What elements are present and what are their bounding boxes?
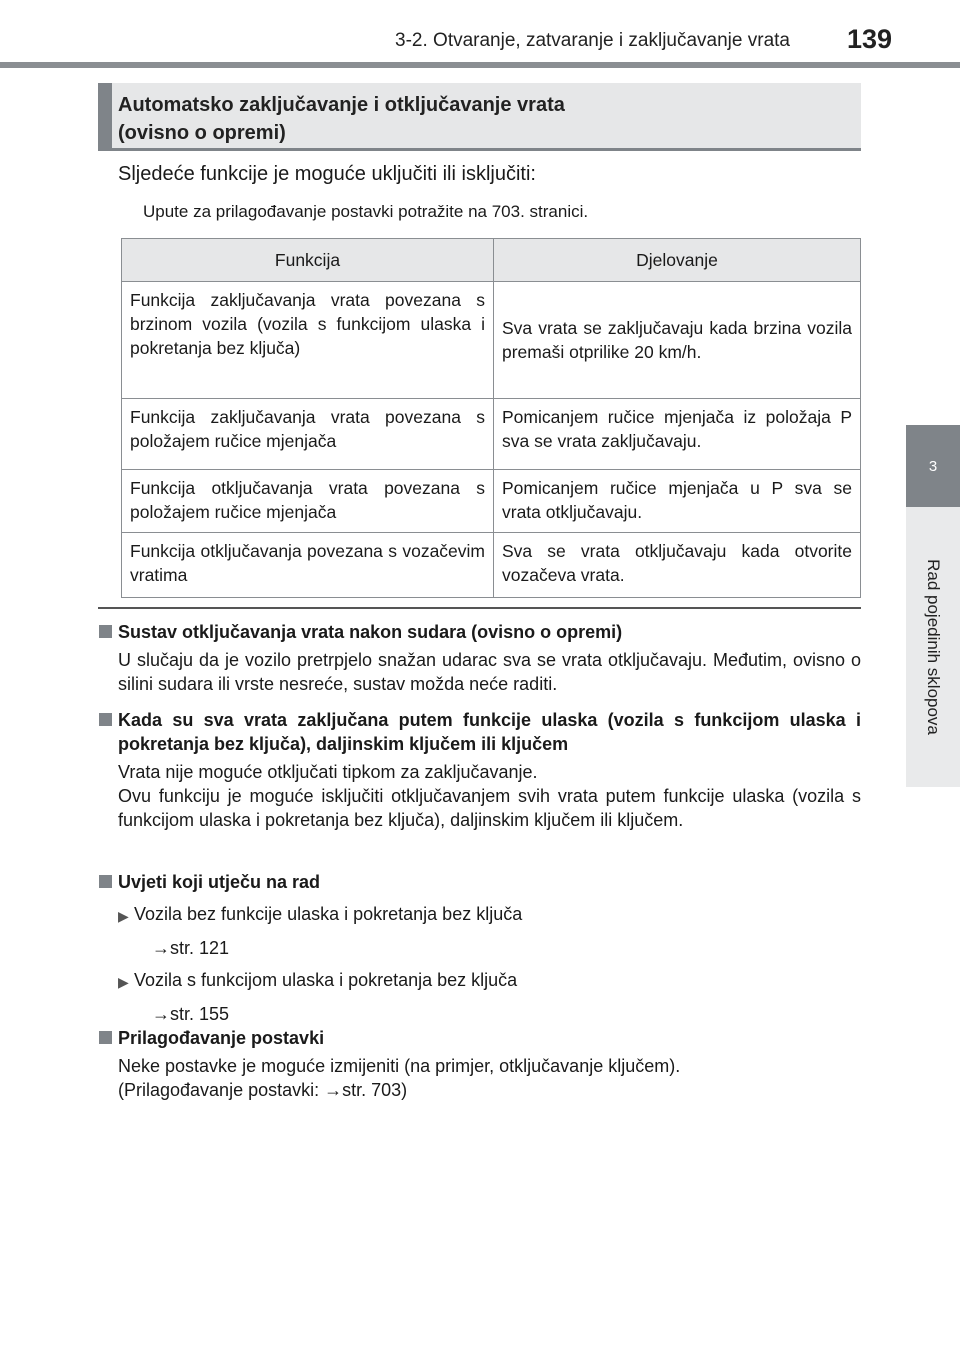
function-table: [121, 238, 861, 598]
condition-1-ref: →str. 121: [152, 938, 230, 958]
locked-doors-note: [98, 708, 861, 832]
note-heading: [98, 708, 861, 756]
triangle-bullet-icon: ▶: [118, 908, 129, 924]
custom-text-2: (Prilagođavanje postavki: →str. 703): [118, 1080, 408, 1100]
table-cell-action: Sva vrata se zaključavaju kada brzina vozila premaši otprilike 20 km/h.: [494, 282, 861, 399]
locked-text-1: Vrata nije moguće otključati tipkom za zaključavanje.: [118, 762, 538, 782]
chapter-tab-number: 3: [906, 425, 960, 507]
triangle-bullet-icon: ▶: [118, 974, 129, 990]
table-row: [122, 470, 861, 533]
section-title-line2: (ovisno o opremi): [118, 122, 286, 144]
condition-2-ref: →str. 155: [152, 1004, 230, 1024]
condition-2-text: Vozila s funkcijom ulaska i pokretanja bez ključa: [134, 970, 518, 990]
conditions-heading: Uvjeti koji utječu na rad: [118, 872, 321, 892]
chapter-tab-label-wrap: [906, 507, 960, 787]
table-cell-action: Pomicanjem ručice mjenjača iz položaja P sva se vrata zaključavaju.: [494, 399, 861, 470]
table-cell-function: Funkcija zaključavanja vrata povezana s položajem ručice mjenjača: [122, 399, 494, 470]
page-number: 139: [846, 24, 892, 54]
table-header-row: [122, 239, 861, 282]
custom-heading: Prilagođavanje postavki: [118, 1028, 325, 1048]
section-heading-box: [98, 83, 861, 151]
section-divider: [98, 607, 861, 609]
crash-text: U slučaju da je vozilo pretrpjelo snažan udarac sva se vrata otključavaju. Međutim, ovisno o silini sudara ili vrste nesreće, sustav možda neće raditi.: [118, 650, 861, 694]
header-rule: [0, 62, 960, 68]
note-heading: [98, 1026, 861, 1050]
table-row: [122, 282, 861, 399]
table-cell-function: Funkcija otključavanja povezana s vozačevim vratima: [122, 533, 494, 598]
note-heading: [98, 870, 861, 894]
customization-note: [98, 1026, 861, 1102]
crash-heading: Sustav otključavanja vrata nakon sudara (ovisno o opremi): [118, 622, 623, 642]
chapter-title: 3-2. Otvaranje, zatvaranje i zaključavanje vrata: [395, 30, 790, 51]
square-bullet-icon: [99, 713, 112, 726]
square-bullet-icon: [99, 625, 112, 638]
custom-text-1: Neke postavke je moguće izmijeniti (na primjer, otključavanje ključem).: [118, 1056, 681, 1076]
table-header-action: Djelovanje: [494, 239, 861, 282]
table-cell-function: Funkcija otključavanja vrata povezana s položajem ručice mjenjača: [122, 470, 494, 533]
table-row: [122, 533, 861, 598]
table-cell-action: Pomicanjem ručice mjenjača u P sva se vrata otključavaju.: [494, 470, 861, 533]
crash-unlock-note: [98, 620, 861, 696]
table-header-function: Funkcija: [122, 239, 494, 282]
intro-text: Sljedeće funkcije je moguće uključiti ili isključiti:: [118, 163, 536, 185]
list-item: [98, 968, 861, 994]
settings-note: Upute za prilagođavanje postavki potražite na 703. stranici.: [143, 202, 589, 221]
square-bullet-icon: [99, 875, 112, 888]
table-row: [122, 399, 861, 470]
chapter-tab-label: Rad pojedinih sklopova: [924, 559, 944, 735]
square-bullet-icon: [99, 1031, 112, 1044]
table-cell-function: Funkcija zaključavanja vrata povezana s brzinom vozila (vozila s funkcijom ulaska i pokretanja bez ključa): [122, 282, 494, 399]
condition-1-text: Vozila bez funkcije ulaska i pokretanja bez ključa: [134, 904, 523, 924]
locked-text-2: Ovu funkciju je moguće isključiti otključavanjem svih vrata putem funkcije ulaska (vozila s funkcijom ulaska i pokretanja bez ključa), daljinskim ključem ili ključem.: [118, 786, 861, 830]
section-title-line1: Automatsko zaključavanje i otključavanje vrata: [118, 94, 565, 116]
note-heading: [98, 620, 861, 644]
table-cell-action: Sva se vrata otključavaju kada otvorite vozačeva vrata.: [494, 533, 861, 598]
locked-heading: Kada su sva vrata zaključana putem funkcije ulaska (vozila s funkcijom ulaska i pokretanja bez ključa), daljinskim ključem ili ključem: [118, 710, 861, 754]
conditions-note: [98, 870, 861, 1026]
list-item: [98, 902, 861, 928]
